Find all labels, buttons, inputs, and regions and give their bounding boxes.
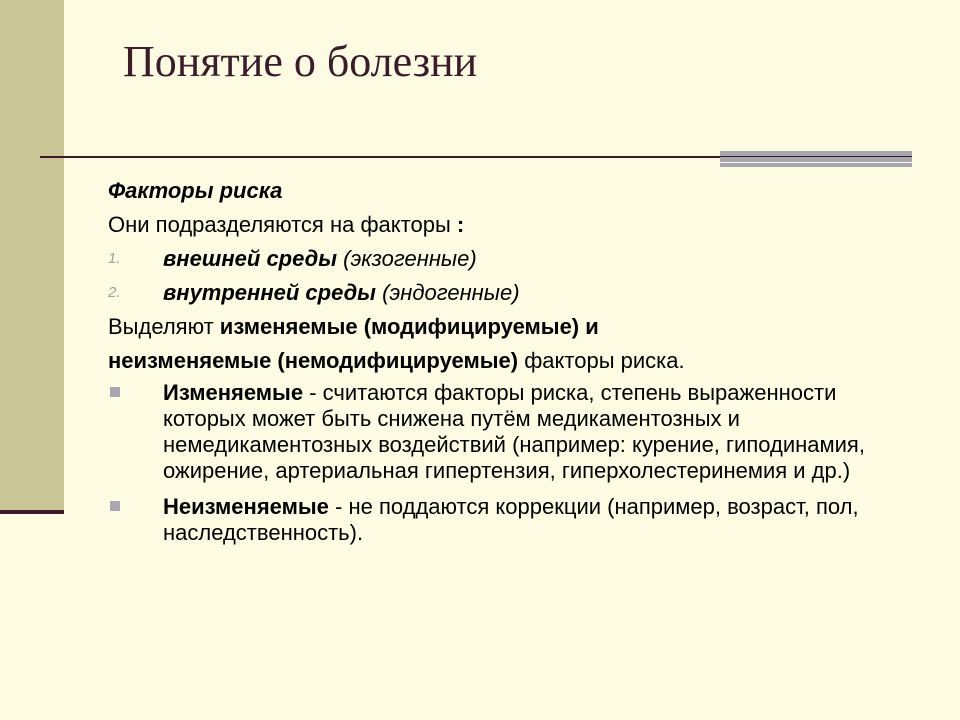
distinguish-tail: факторы риска. xyxy=(518,348,685,373)
bullet-item-modifiable xyxy=(108,380,868,484)
list-number: 2. xyxy=(108,284,121,301)
side-decoration-bar xyxy=(0,0,64,512)
bullet-text: - считаются факторы риска, степень выраженности которых может быть снижена путём медикаментозных и немедикаментозных воздействий (например: курение, гиподинамия, ожирение, артериальная гипертензия, гиперхолестеринемия и др.) xyxy=(163,380,865,483)
distinguish-bold-1: изменяемые (модифицируемые) и xyxy=(219,314,599,339)
list-item xyxy=(108,242,868,276)
square-bullet-icon xyxy=(110,387,120,397)
side-decoration-line xyxy=(0,510,64,514)
bullet-text: - не поддаются коррекции (например, возраст, пол, наследственность). xyxy=(163,494,859,545)
list-item-bold: внутренней среды xyxy=(163,280,376,305)
distinguish-lead: Выделяют xyxy=(108,314,220,339)
distinguish-line-2 xyxy=(108,344,868,378)
list-item xyxy=(108,276,868,310)
intro-line xyxy=(108,208,868,242)
title-divider-accent xyxy=(720,151,912,167)
distinguish-bold-2: неизменяемые (немодифицируемые) xyxy=(108,348,519,373)
intro-colon: : xyxy=(456,212,465,237)
slide-title: Понятие о болезни xyxy=(123,37,478,86)
slide-content xyxy=(108,174,868,546)
list-item-rest: (эндогенные) xyxy=(375,280,520,305)
list-item-rest: (экзогенные) xyxy=(337,246,477,271)
bullet-item-nonmodifiable xyxy=(108,494,868,546)
list-item-bold: внешней среды xyxy=(163,246,338,271)
intro-text: Они подразделяются на факторы xyxy=(108,212,457,237)
bullet-bold: Изменяемые xyxy=(163,380,304,405)
bullet-bold: Неизменяемые xyxy=(163,494,329,519)
square-bullet-icon xyxy=(110,501,120,511)
distinguish-line-1 xyxy=(108,310,868,344)
section-heading: Факторы риска xyxy=(108,178,283,203)
list-number: 1. xyxy=(108,250,121,267)
